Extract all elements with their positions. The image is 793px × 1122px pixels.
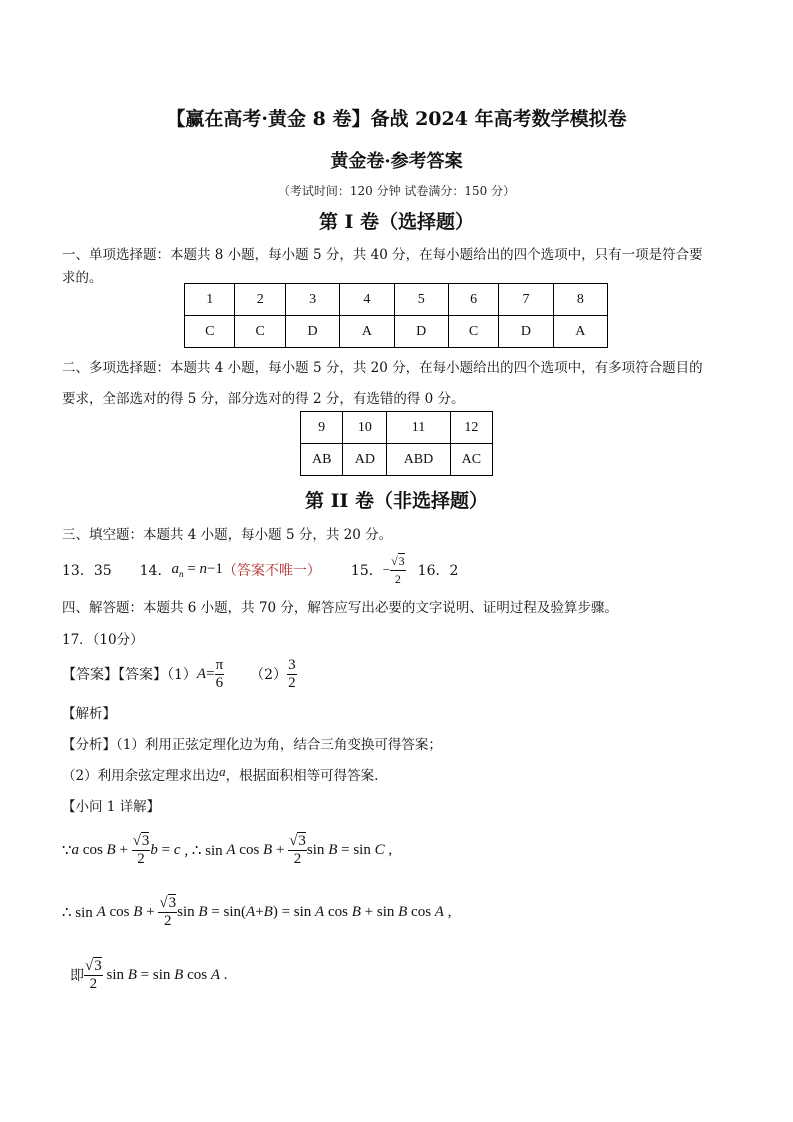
table-cell: 2 xyxy=(235,284,285,316)
table-cell: A xyxy=(340,316,394,348)
analysis-label: 【解析】 xyxy=(62,706,116,722)
table-cell: AD xyxy=(343,444,387,476)
q17-header: 17．（10分） xyxy=(62,632,144,648)
table-row xyxy=(301,412,493,444)
fill-blank-answers xyxy=(62,552,458,588)
table-cell: 7 xyxy=(499,284,553,316)
exam-info-note: （考试时间：120 分钟 试卷满分：150 分） xyxy=(277,184,516,198)
multi-choice-desc-line1: 二、多项选择题：本题共 4 小题，每小题 5 分，共 20 分，在每小题给出的四个选项中，有多项符合题目的 xyxy=(62,360,703,376)
table-row xyxy=(301,444,493,476)
ji-label: 即 xyxy=(70,968,84,984)
answer-15-formula: − $\frac{√3}{2}$ xyxy=(382,553,405,586)
table-cell: AB xyxy=(301,444,343,476)
table-cell: 9 xyxy=(301,412,343,444)
derivation-line2: ∴ sin A cos B + $\frac{√3}{2}$ sin B = sin( A + B ) = sin A cos B + sin B cos A , xyxy=(62,894,452,929)
fenxi-line1: 【分析】（1）利用正弦定理化边为角，结合三角变换可得答案； xyxy=(62,737,442,753)
answer-13: 13．35 xyxy=(62,563,112,579)
table-cell: 11 xyxy=(387,412,450,444)
answer-14-label: 14． xyxy=(139,563,172,579)
part1-title: 第 I 卷（选择题） xyxy=(318,211,475,233)
table-cell: D xyxy=(499,316,553,348)
answer-16: 16．2 xyxy=(417,563,459,579)
table-cell: C xyxy=(448,316,498,348)
document-title: 【赢在高考·黄金 8 卷】备战 2024 年高考数学模拟卷 xyxy=(166,108,627,130)
multi-choice-answer-table xyxy=(300,411,493,476)
table-cell: A xyxy=(553,316,607,348)
table-cell: D xyxy=(394,316,448,348)
answer-part1-formula: A= $\frac{\pi}{6}$ xyxy=(196,656,224,691)
table-row xyxy=(185,316,608,348)
table-cell: C xyxy=(185,316,235,348)
fenxi-line2: （2）利用余弦定理求出边a，根据面积相等可得答案. xyxy=(62,764,379,784)
derivation-line1: ∵ a cos B + $\frac{√3}{2}$ b = c , ∴ sin A cos B + $\frac{√3}{2}$ sin B = sin C , xyxy=(62,832,393,867)
table-cell: 10 xyxy=(343,412,387,444)
answer-15-label: 15． xyxy=(350,563,383,579)
sub1-label: 【小问 1 详解】 xyxy=(62,799,161,815)
fill-blank-desc: 三、填空题：本题共 4 小题，每小题 5 分，共 20 分。 xyxy=(62,527,393,543)
part2-title: 第 II 卷（非选择题） xyxy=(304,490,488,512)
table-cell: 12 xyxy=(450,412,492,444)
table-cell: ABD xyxy=(387,444,450,476)
derivation-line3: 即 $\frac{√3}{2}$ sin B = sin B cos A . xyxy=(70,957,228,992)
table-cell: 3 xyxy=(285,284,339,316)
answer-14-note: （答案不唯一） xyxy=(222,563,321,579)
single-choice-desc-line2: 求的。 xyxy=(62,270,103,286)
table-cell: 6 xyxy=(448,284,498,316)
table-cell: D xyxy=(285,316,339,348)
table-cell: 4 xyxy=(340,284,394,316)
table-cell: C xyxy=(235,316,285,348)
answer-14-formula: $a_n = n-1$ xyxy=(171,561,223,579)
multi-choice-desc-line2: 要求，全部选对的得 5 分，部分选对的得 2 分，有选错的得 0 分。 xyxy=(62,391,465,407)
table-row xyxy=(185,284,608,316)
document-subtitle: 黄金卷·参考答案 xyxy=(330,151,463,172)
table-cell: 8 xyxy=(553,284,607,316)
single-choice-answer-table xyxy=(184,283,608,348)
single-choice-desc-line1: 一、单项选择题：本题共 8 小题，每小题 5 分，共 40 分，在每小题给出的四个选项中，只有一项是符合要 xyxy=(62,247,703,263)
q17-answer xyxy=(62,652,297,696)
table-cell: 1 xyxy=(185,284,235,316)
solve-desc: 四、解答题：本题共 6 小题，共 70 分，解答应写出必要的文字说明、证明过程及验算步骤。 xyxy=(62,600,618,616)
table-cell: AC xyxy=(450,444,492,476)
answer-part2-label: （2） xyxy=(250,667,288,683)
table-cell: 5 xyxy=(394,284,448,316)
answer-label: 【答案】【答案】（1） xyxy=(62,667,197,683)
answer-part2-formula: $\frac{3}{2}$ xyxy=(288,656,296,691)
